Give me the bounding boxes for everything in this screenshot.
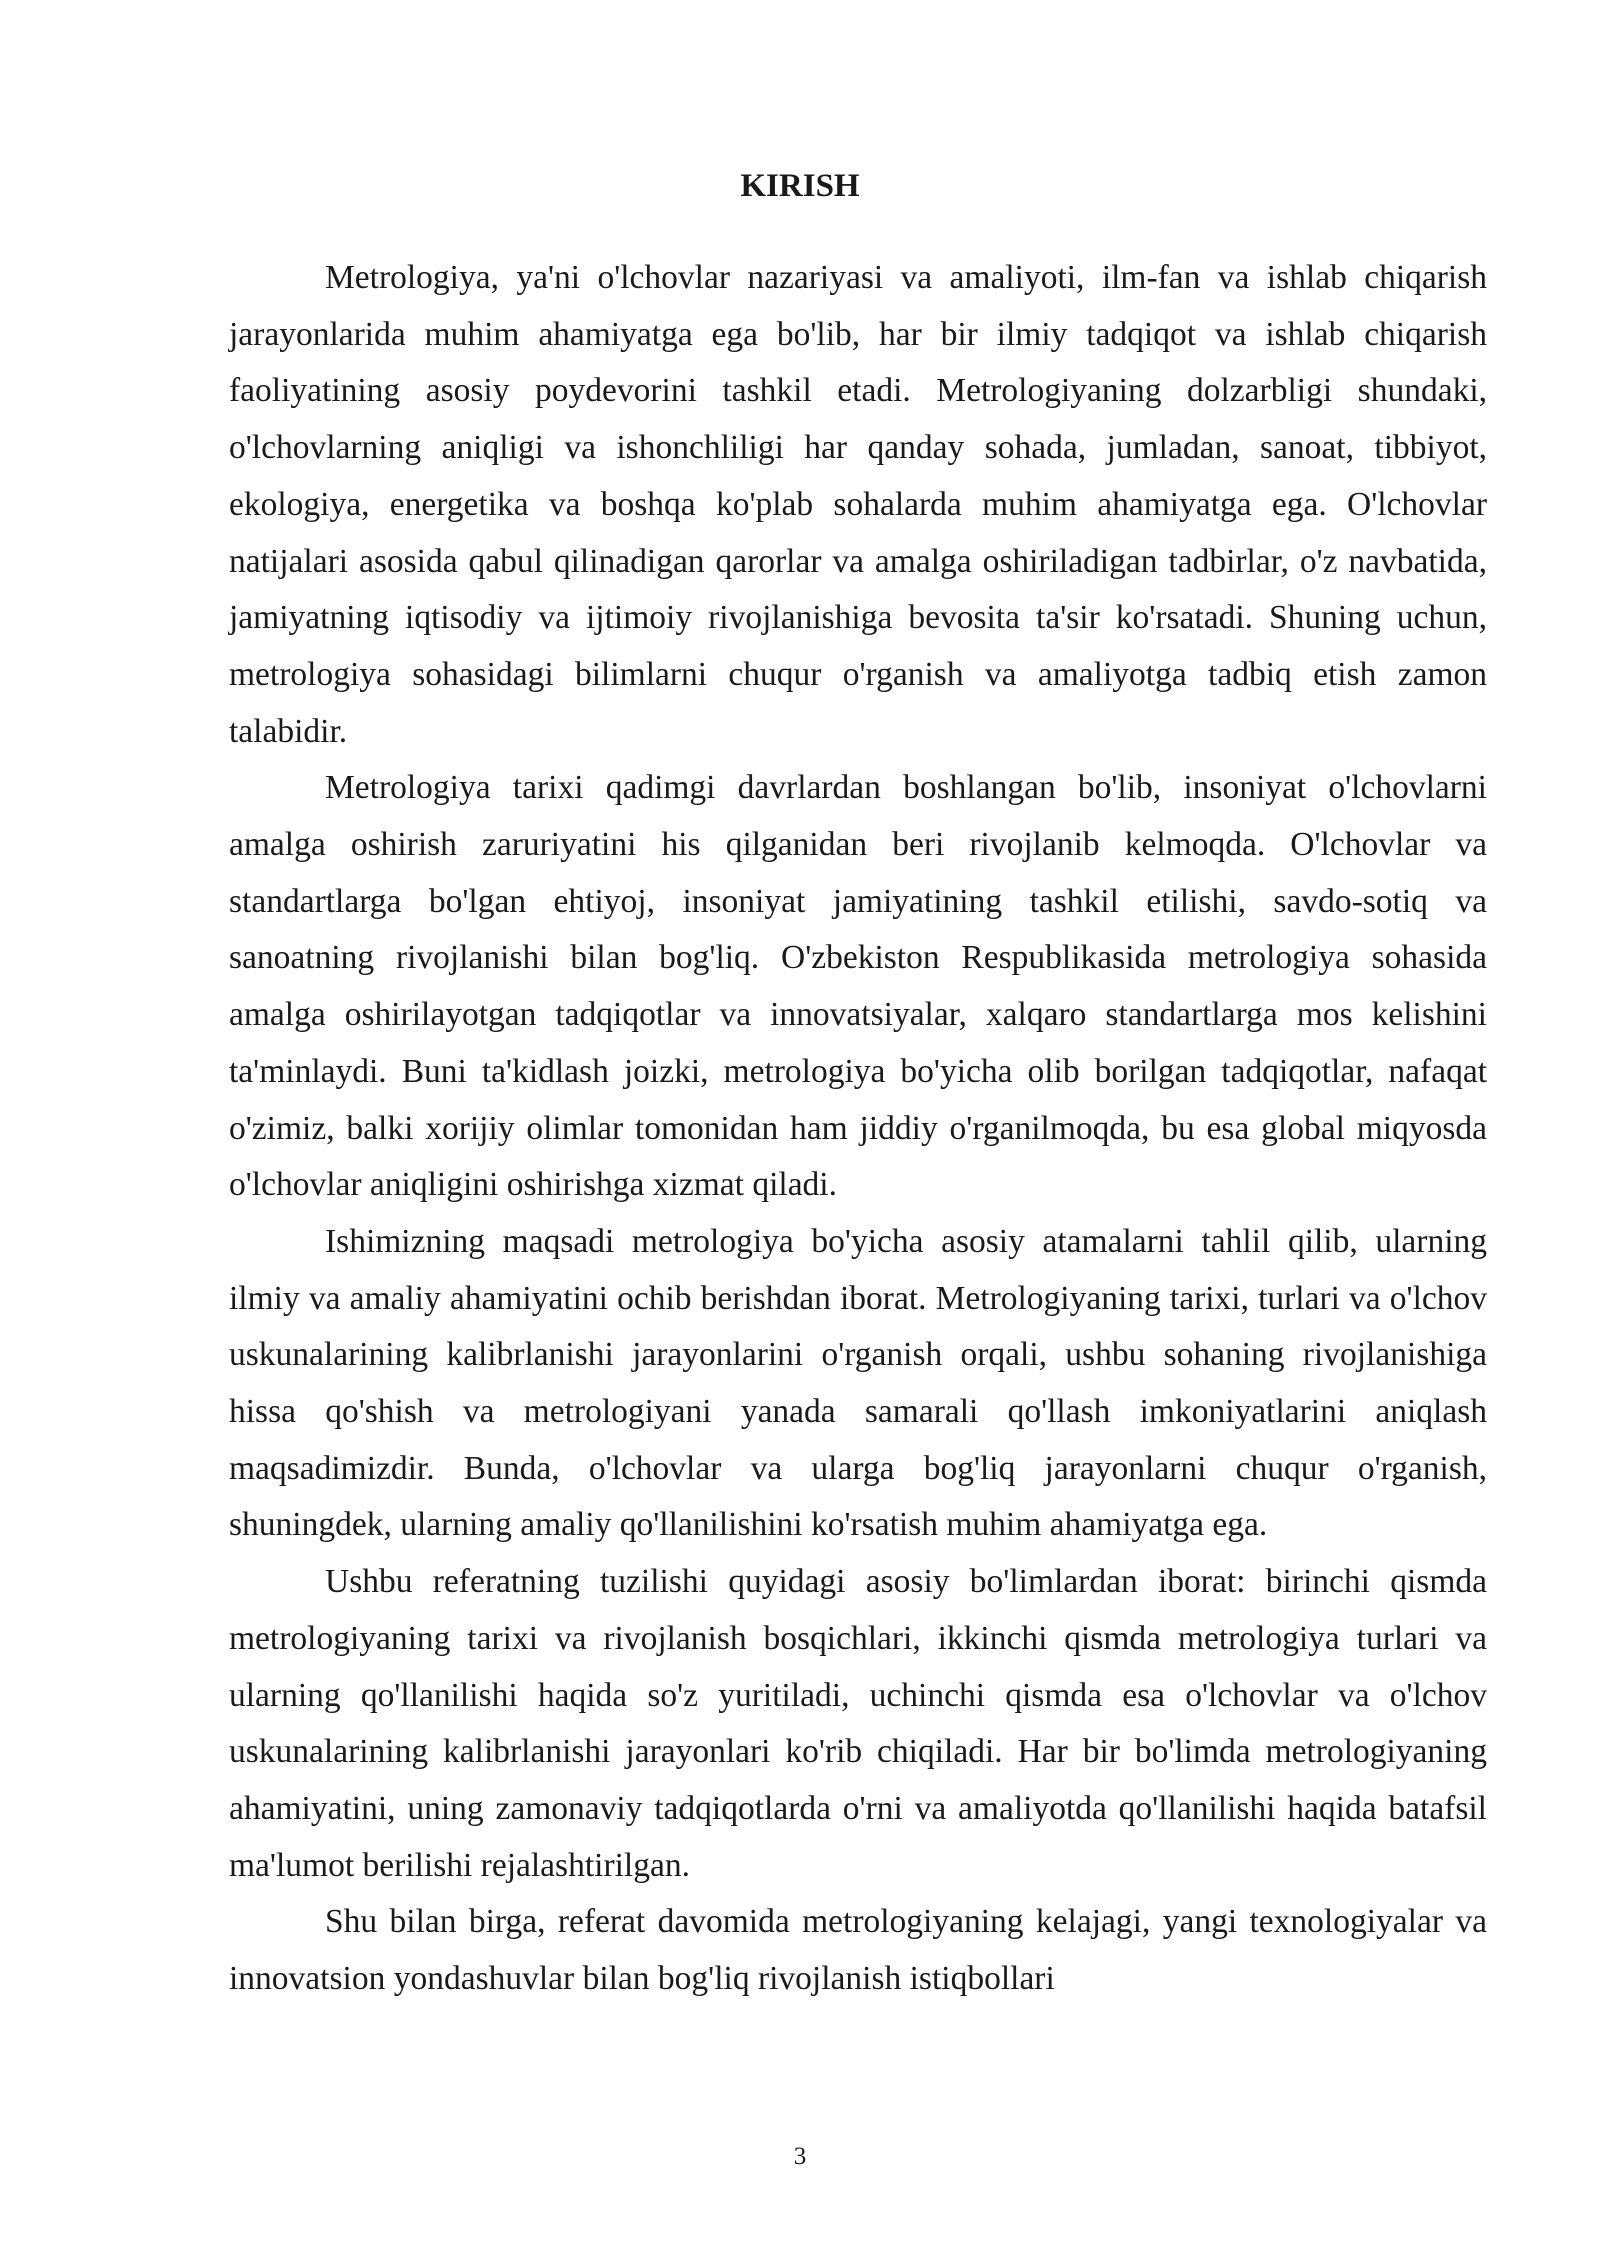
paragraph-4: Ushbu referatning tuzilishi quyidagi asosiy bo'limlardan iborat: birinchi qismda metrologiyaning tarixi va rivojlanish bosqichlari, ikkinchi qismda metrologiya turlari va ularning qo'llanilishi haqida so'z yuritiladi, uchinchi qismda esa o'lchovlar va o'lchov uskunalarining kalibrlanishi jarayonlari ko'rib chiqiladi. Har bir bo'limda metrologiyaning ahamiyatini, uning zamonaviy tadqiqotlarda o'rni va amaliyotda qo'llanilishi haqida batafsil ma'lumot berilishi rejalashtirilgan. <box>229 1563 1487 1884</box>
paragraph-5: Shu bilan birga, referat davomida metrologiyaning kelajagi, yangi texnologiyalar va innovatsion yondashuvlar bilan bog'liq rivojlanish istiqbollari <box>229 1903 1487 1998</box>
paragraph-2: Metrologiya tarixi qadimgi davrlardan boshlangan bo'lib, insoniyat o'lchovlarni amalga oshirish zaruriyatini his qilganidan beri rivojlanib kelmoqda. O'lchovlar va standartlarga bo'lgan ehtiyoj, insoniyat jamiyatining tashkil etilishi, savdo-sotiq va sanoatning rivojlanishi bilan bog'liq. O'zbekiston Respublikasida metrologiya sohasida amalga oshirilayotgan tadqiqotlar va innovatsiyalar, xalqaro standartlarga mos kelishini ta'minlaydi. Buni ta'kidlash joizki, metrologiya bo'yicha olib borilgan tadqiqotlar, nafaqat o'zimiz, balki xorijiy olimlar tomonidan ham jiddiy o'rganilmoqda, bu esa global miqyosda o'lchovlar aniqligini oshirishga xizmat qiladi. <box>229 769 1487 1204</box>
body-text <box>229 250 1487 2008</box>
page-title: KIRISH <box>740 168 860 204</box>
paragraph-3: Ishimizning maqsadi metrologiya bo'yicha asosiy atamalarni tahlil qilib, ularning ilmiy va amaliy ahamiyatini ochib berishdan iborat. Metrologiyaning tarixi, turlari va o'lchov uskunalarining kalibrlanishi jarayonlarini o'rganish orqali, ushbu sohaning rivojlanishiga hissa qo'shish va metrologiyani yanada samarali qo'llash imkoniyatlarini aniqlash maqsadimizdir. Bunda, o'lchovlar va ularga bog'liq jarayonlarni chuqur o'rganish, shuningdek, ularning amaliy qo'llanilishini ko'rsatish muhim ahamiyatga ega. <box>229 1222 1487 1544</box>
page-number: 3 <box>793 2143 807 2170</box>
paragraph-1: Metrologiya, ya'ni o'lchovlar nazariyasi va amaliyoti, ilm-fan va ishlab chiqarish jarayonlarida muhim ahamiyatga ega bo'lib, har bir ilmiy tadqiqot va ishlab chiqarish faoliyatining asosiy poydevorini tashkil etadi. Metrologiyaning dolzarbligi shundaki, o'lchovlarning aniqligi va ishonchliligi har qanday sohada, jumladan, sanoat, tibbiyot, ekologiya, energetika va boshqa ko'plab sohalarda muhim ahamiyatga ega. O'lchovlar natijalari asosida qabul qilinadigan qarorlar va amalga oshiriladigan tadbirlar, o'z navbatida, jamiyatning iqtisodiy va ijtimoiy rivojlanishiga bevosita ta'sir ko'rsatadi. Shuning uchun, metrologiya sohasidagi bilimlarni chuqur o'rganish va amaliyotga tadbiq etish zamon talabidir. <box>229 259 1487 750</box>
